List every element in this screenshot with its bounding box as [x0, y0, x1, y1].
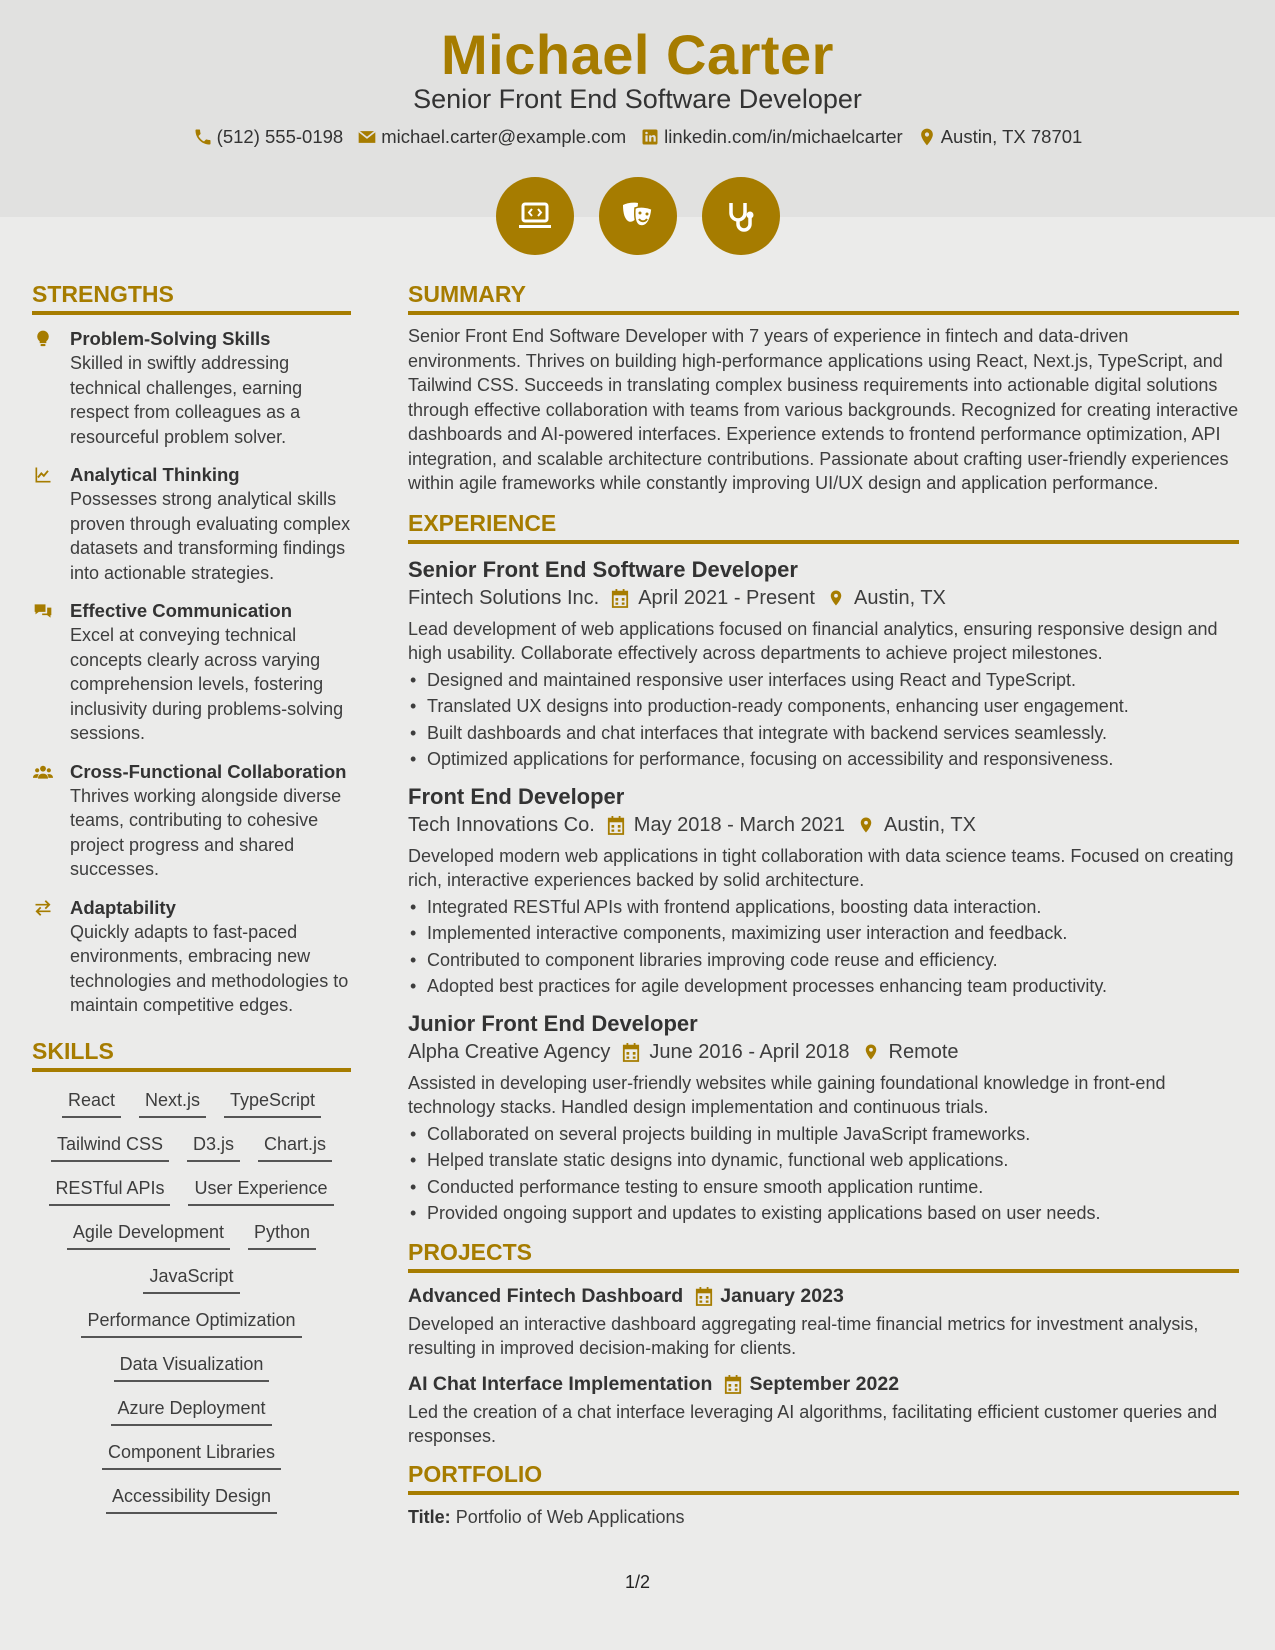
- stethoscope-icon: [702, 177, 780, 255]
- candidate-title: Senior Front End Software Developer: [413, 84, 862, 114]
- job-title: Front End Developer: [408, 783, 625, 809]
- strength-name: Cross-Functional Collaboration: [70, 760, 347, 782]
- project-desc: Led the creation of a chat interface leveraging AI algorithms, facilitating efficient customer queries and responses.: [408, 1401, 1218, 1446]
- job-bullets: [408, 894, 1239, 1000]
- bullet-item: • Conducted performance testing to ensure smooth application runtime.: [408, 1174, 1239, 1201]
- calendar-icon: [695, 1286, 713, 1306]
- bullet-item: • Translated UX designs into production-ready components, enhancing user engagement.: [408, 693, 1239, 720]
- skill-tag: JavaScript: [143, 1264, 239, 1294]
- job-dates: May 2018 - March 2021: [633, 813, 846, 836]
- strength-desc: Excel at conveying technical concepts clearly across varying comprehension levels, fostering inclusivity during problems-solving sessions.: [70, 625, 344, 743]
- page-number: 1/2: [624, 1572, 651, 1592]
- job-company: Alpha Creative Agency: [408, 1040, 611, 1063]
- calendar-icon: [724, 1374, 742, 1394]
- skill-tag: Component Libraries: [102, 1440, 281, 1470]
- skill-tag: TypeScript: [224, 1088, 321, 1118]
- job-location: Remote: [888, 1040, 959, 1063]
- strength-desc: Possesses strong analytical skills proven through evaluating complex datasets and transforming findings into actionable strategies.: [70, 489, 351, 583]
- skill-tag: RESTful APIs: [49, 1176, 170, 1206]
- calendar-icon: [611, 588, 629, 608]
- map-marker-icon: [862, 1042, 880, 1062]
- strength-name: Effective Communication: [70, 600, 293, 621]
- job-dates: April 2021 - Present: [638, 586, 815, 609]
- portfolio-label: Title:: [408, 1506, 451, 1527]
- portfolio-value: Portfolio of Web Applications: [455, 1506, 685, 1527]
- strength-name: Problem-Solving Skills: [70, 328, 271, 349]
- job-meta: [408, 814, 1239, 837]
- strength-item: [32, 760, 351, 882]
- calendar-icon: [622, 1042, 640, 1062]
- skill-tag: D3.js: [187, 1132, 240, 1162]
- strength-item: [32, 463, 351, 585]
- contact-linkedin[interactable]: [640, 126, 903, 148]
- portfolio-heading: PORTFOLIO: [408, 1461, 1239, 1495]
- job-location: Austin, TX: [853, 586, 946, 609]
- job-desc: Lead development of web applications focused on financial analytics, ensuring responsive design and high usability. Collaborate effectively across departments to achieve project milestones.: [408, 618, 1218, 663]
- project-entry: [408, 1373, 1239, 1449]
- skill-tag: Azure Deployment: [111, 1396, 271, 1426]
- contact-email[interactable]: [357, 126, 626, 148]
- bullet-item: • Collaborated on several projects building in multiple JavaScript frameworks.: [408, 1121, 1239, 1148]
- strength-item: [32, 327, 351, 449]
- laptop-code-icon: [496, 177, 574, 255]
- job-title: Junior Front End Developer: [408, 1010, 698, 1036]
- map-marker-icon: [827, 588, 845, 608]
- bullet-item: • Adopted best practices for agile development processes enhancing team productivity.: [408, 973, 1239, 1000]
- skill-tag: Next.js: [139, 1088, 206, 1118]
- summary-heading: SUMMARY: [408, 281, 1239, 315]
- project-title: Advanced Fintech Dashboard: [408, 1284, 684, 1307]
- strength-name: Adaptability: [70, 896, 176, 918]
- job-desc: Assisted in developing user-friendly websites while gaining foundational knowledge in front-end technology stacks. Handled design implementation and continuous trials.: [408, 1072, 1166, 1117]
- bullet-item: • Helped translate static designs into dynamic, functional web applications.: [408, 1147, 1239, 1174]
- project-title: AI Chat Interface Implementation: [408, 1372, 713, 1395]
- strengths-heading: STRENGTHS: [32, 281, 351, 315]
- strength-desc: Quickly adapts to fast-paced environments, embracing new technologies and methodologies to maintain competitive edges.: [70, 921, 349, 1015]
- phone-icon: [193, 127, 213, 147]
- candidate-name: Michael Carter: [441, 23, 834, 86]
- project-date: January 2023: [720, 1284, 844, 1307]
- strength-desc: Skilled in swiftly addressing technical challenges, earning respect from colleagues as a resourceful problem solver.: [70, 353, 303, 447]
- project-date: September 2022: [749, 1372, 900, 1395]
- users-icon: [32, 762, 54, 782]
- strength-item: [32, 599, 351, 746]
- skill-tag: React: [62, 1088, 121, 1118]
- bullet-item: • Integrated RESTful APIs with frontend applications, boosting data interaction.: [408, 894, 1239, 921]
- bullet-item: • Built dashboards and chat interfaces that integrate with backend services seamlessly.: [408, 720, 1239, 747]
- job-entry: [408, 783, 1239, 1000]
- project-desc: Developed an interactive dashboard aggregating real-time financial metrics for investment analysis, resulting in improved decision-making for clients.: [408, 1313, 1199, 1358]
- linkedin-text: linkedin.com/in/michaelcarter: [664, 126, 903, 147]
- skill-tag: Data Visualization: [114, 1352, 270, 1382]
- calendar-icon: [607, 815, 625, 835]
- skills-heading: SKILLS: [32, 1038, 351, 1072]
- job-bullets: [408, 1121, 1239, 1227]
- skill-tag: User Experience: [188, 1176, 333, 1206]
- theater-masks-icon: [599, 177, 677, 255]
- projects-heading: PROJECTS: [408, 1239, 1239, 1273]
- skill-tag: Python: [248, 1220, 316, 1250]
- skill-tag: Agile Development: [67, 1220, 230, 1250]
- lightbulb-icon: [32, 329, 54, 349]
- project-entry: [408, 1285, 1239, 1361]
- job-entry: [408, 1010, 1239, 1227]
- strength-name: Analytical Thinking: [70, 464, 240, 485]
- envelope-icon: [357, 127, 377, 147]
- bullet-item: • Implemented interactive components, maximizing user interaction and feedback.: [408, 920, 1239, 947]
- contact-location: [917, 126, 1083, 148]
- skill-tag: Tailwind CSS: [51, 1132, 169, 1162]
- bullet-item: • Provided ongoing support and updates to existing applications based on user needs.: [408, 1200, 1239, 1227]
- job-desc: Developed modern web applications in tight collaboration with data science teams. Focused on creating rich, interactive experiences backed by solid architecture.: [408, 845, 1234, 890]
- bullet-item: • Contributed to component libraries improving code reuse and efficiency.: [408, 947, 1239, 974]
- job-company: Fintech Solutions Inc.: [408, 586, 600, 609]
- job-location: Austin, TX: [884, 813, 976, 836]
- strength-item: [32, 896, 351, 1018]
- job-meta: [408, 1041, 1239, 1064]
- skill-tag: Performance Optimization: [81, 1308, 301, 1338]
- skills-list: [32, 1084, 351, 1514]
- left-column: [32, 281, 351, 1514]
- job-company: Tech Innovations Co.: [408, 813, 595, 836]
- strength-desc: Thrives working alongside diverse teams, contributing to cohesive project progress and shared successes.: [70, 785, 342, 879]
- email-text: michael.carter@example.com: [381, 126, 627, 147]
- interest-badges: [0, 177, 1275, 255]
- job-meta: [408, 587, 1239, 610]
- contact-phone[interactable]: [193, 126, 344, 148]
- map-marker-icon: [917, 127, 937, 147]
- bullet-item: • Designed and maintained responsive user interfaces using React and TypeScript.: [408, 667, 1239, 694]
- skill-tag: Accessibility Design: [106, 1484, 277, 1514]
- phone-text: (512) 555-0198: [216, 126, 344, 147]
- exchange-icon: [32, 898, 54, 918]
- comments-icon: [32, 601, 54, 621]
- map-marker-icon: [857, 815, 875, 835]
- skill-tag: Chart.js: [258, 1132, 332, 1162]
- chart-line-icon: [32, 465, 54, 485]
- job-entry: [408, 556, 1239, 773]
- location-text: Austin, TX 78701: [940, 126, 1083, 147]
- bullet-item: • Optimized applications for performance, focusing on accessibility and responsiveness.: [408, 746, 1239, 773]
- linkedin-icon: [640, 127, 660, 147]
- job-title: Senior Front End Software Developer: [408, 556, 798, 582]
- job-bullets: [408, 667, 1239, 773]
- portfolio-entry: [408, 1507, 1239, 1528]
- contact-bar: [0, 126, 1275, 148]
- right-column: [408, 281, 1239, 1528]
- summary-text: Senior Front End Software Developer with 7 years of experience in fintech and data-driven environments. Thrives on building high-performance applications using React, Next.js, TypeScript, and Tailwind CSS. Succeeds in translating complex business requirements into actionable digital solutions through effective collaboration with teams from various backgrounds. Recognized for creating interactive dashboards and AI-powered interfaces. Experience extends to frontend performance optimization, API integration, and scalable architecture contributions. Passionate about crafting user-friendly experiences within agile frameworks while constantly improving UI/UX design and application performance.: [408, 326, 1239, 493]
- job-dates: June 2016 - April 2018: [649, 1040, 850, 1063]
- experience-heading: EXPERIENCE: [408, 510, 1239, 544]
